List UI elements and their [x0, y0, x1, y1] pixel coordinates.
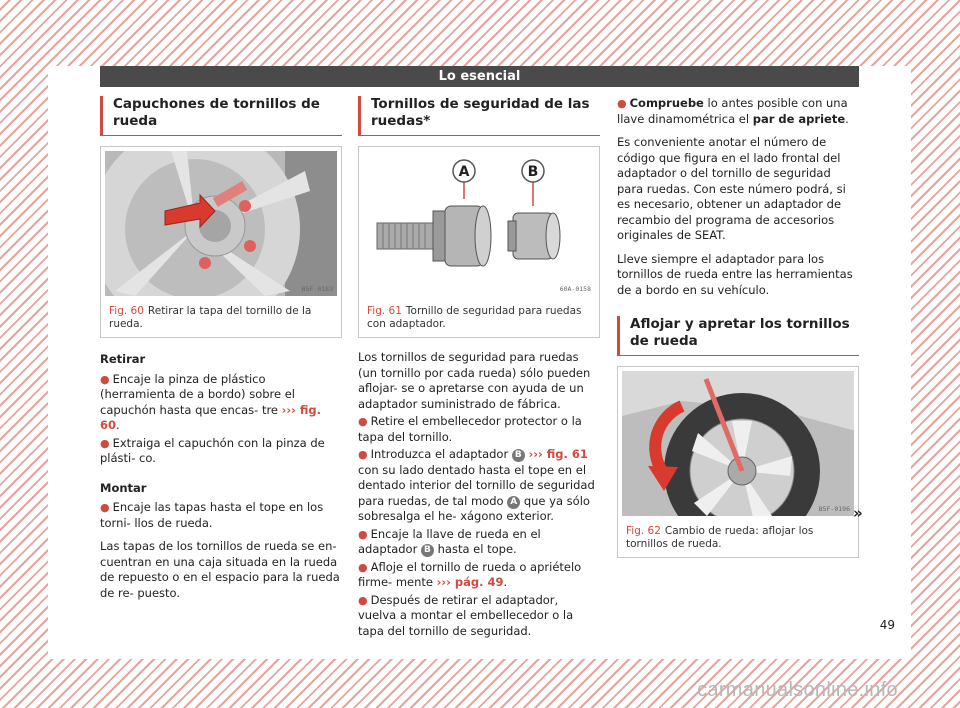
figure-number: Fig. 61	[367, 305, 402, 317]
bullet-item: ● Afloje el tornillo de rueda o apriételo firme- mente ››› pág. 49.	[358, 559, 582, 589]
continue-arrow: »	[853, 504, 863, 522]
wheel-cap-illustration	[105, 151, 337, 296]
section-title-loosen-bolts: Aflojar y apretar los tornillos de rueda	[617, 316, 859, 356]
bullet-item: ● Compruebe lo antes posible con una llave dinamométrica el par de apriete.	[617, 96, 849, 126]
callout-b-badge: B	[421, 544, 434, 557]
bullet-icon: ●	[358, 527, 368, 541]
bold-text: par de apriete	[752, 111, 846, 126]
page-ref-link[interactable]: ››› pág. 49	[436, 575, 504, 589]
figure-number: Fig. 62	[626, 525, 661, 537]
figure-caption	[101, 300, 341, 337]
figure-code: B5F-0196	[818, 505, 850, 513]
figure-61	[358, 146, 600, 338]
bullet-text: Introduzca el adaptador	[370, 447, 509, 461]
section-title-security-bolts: Tornillos de seguridad de las ruedas*	[358, 96, 600, 136]
bullet-icon: ●	[617, 97, 627, 110]
bullet-icon: ●	[358, 415, 368, 428]
bullet-icon: ●	[358, 560, 368, 574]
bullet-item	[358, 527, 600, 558]
bullet-icon: ●	[100, 372, 110, 386]
bullet-text: Extraiga el capuchón con la pinza de plásti- co.	[100, 435, 325, 465]
callout-b-badge: B	[512, 449, 525, 462]
bold-text: Compruebe	[629, 96, 704, 110]
subheading-montar: Montar	[100, 480, 147, 495]
figure-caption	[359, 300, 599, 337]
bullet-item	[100, 436, 342, 467]
bullet-item	[358, 593, 600, 640]
security-bolt-illustration	[363, 151, 595, 296]
bullet-item	[100, 500, 342, 531]
callout-b: B	[527, 164, 539, 180]
figure-code: B5F-0183	[301, 285, 333, 293]
figure-code: 60A-0158	[559, 285, 591, 293]
figure-60	[100, 146, 342, 338]
callout-a-badge: A	[507, 496, 520, 509]
caption-text: Tornillo de seguridad para ruedas con adaptador.	[367, 305, 582, 330]
paragraph: Lleve siempre el adaptador para los tornillos de rueda entre las herramientas de a bordo en su vehículo.	[617, 251, 853, 297]
wheel-wrench-illustration	[622, 371, 854, 516]
caption-text: Retirar la tapa del tornillo de la rueda.	[109, 305, 312, 330]
bullet-icon: ●	[100, 436, 110, 450]
paragraph: Las tapas de los tornillos de rueda se en- cuentran en una caja situada en la rueda de repuesto o en el espacio para la rueda de re- puesto.	[100, 539, 340, 600]
column-3	[617, 96, 859, 558]
bullet-text: Retire el embellecedor protector o la tapa del tornillo.	[358, 414, 582, 444]
bullet-item: ● Encaje la pinza de plástico (herramienta de a bordo) sobre el capuchón hasta que encas- tre ››› fig. 60.	[100, 371, 322, 432]
bullet-icon: ●	[100, 501, 110, 514]
caption-text: Cambio de rueda: aflojar los tornillos de rueda.	[626, 525, 814, 550]
figure-ref-link[interactable]: ››› fig. 61	[528, 447, 588, 461]
watermark: carmanualsonline.info	[697, 679, 898, 701]
figure-number: Fig. 60	[109, 305, 144, 317]
column-2	[358, 96, 600, 639]
bullet-text: Encaje la pinza de plástico (herramienta de a bordo) sobre el capuchón hasta que encas- tre	[100, 371, 296, 417]
figure-62	[617, 366, 859, 558]
subheading-retirar: Retirar	[100, 352, 146, 366]
bullet-text: Encaje la llave de rueda en el adaptador	[358, 526, 541, 556]
page-number: 49	[879, 618, 895, 632]
bullet-text: lo antes posible con una llave dinamométrica el	[617, 96, 848, 126]
figure-ref-link[interactable]: ››› fig. 60	[100, 402, 322, 432]
bullet-text: Encaje las tapas hasta el tope en los torni- llos de rueda.	[100, 500, 324, 530]
bullet-item	[358, 447, 600, 525]
section-header: Lo esencial	[100, 66, 859, 87]
bullet-text: con su lado dentado hasta el tope en el dentado interior del tornillo de seguridad para ruedas, de tal modo	[358, 462, 595, 508]
paragraph: Los tornillos de seguridad para ruedas (un tornillo por cada rueda) sólo pueden aflojar- se o apretarse con ayuda de un adaptador suministrado de fábrica.	[358, 350, 591, 411]
bullet-text: Afloje el tornillo de rueda o apriételo firme- mente	[358, 559, 582, 589]
bullet-text: Después de retirar el adaptador, vuelva a montar el embellecedor o la tapa del tornillo de seguridad.	[358, 592, 574, 638]
callout-a: A	[458, 164, 470, 180]
column-1	[100, 96, 342, 601]
bullet-icon: ●	[358, 593, 368, 607]
section-title-caps: Capuchones de tornillos de rueda	[100, 96, 342, 136]
bullet-text: que ya sólo sobresalga el he- xágono exterior.	[358, 493, 590, 523]
bullet-item	[358, 414, 600, 445]
bullet-text: hasta el tope.	[437, 542, 517, 556]
paragraph: Es conveniente anotar el número de código que figura en el lado frontal del adaptador o del tornillo de seguridad para ruedas. Con este número podrá, si es necesario, obtener un adaptador de recambio del programa de accesorios originales de SEAT.	[617, 135, 846, 242]
figure-caption	[618, 520, 858, 557]
bullet-icon: ●	[358, 448, 368, 461]
